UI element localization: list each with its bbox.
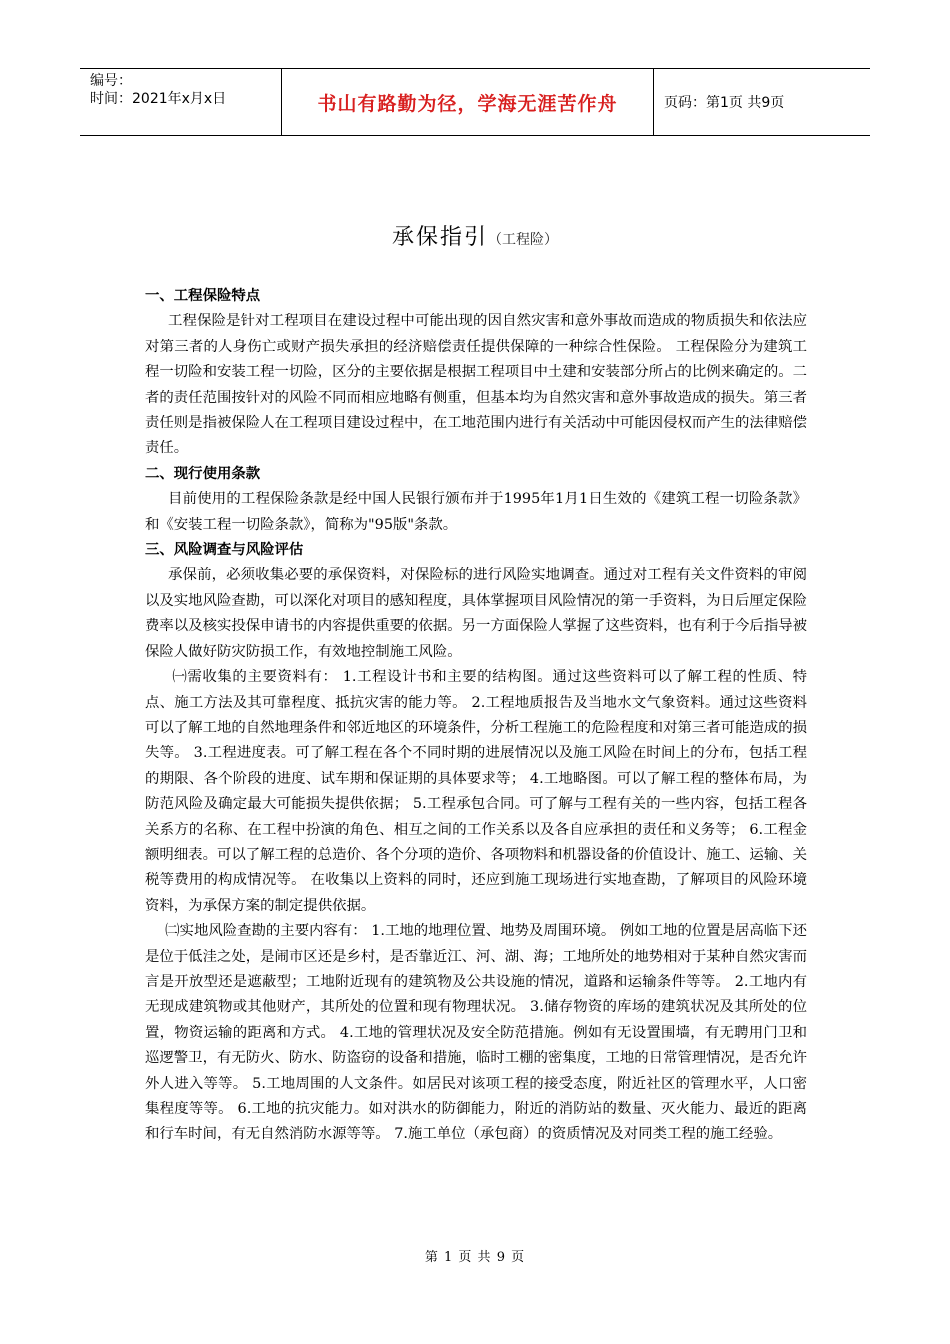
- section-2-paragraph: 目前使用的工程保险条款是经中国人民银行颁布并于1995年1月1日生效的《建筑工程一切险条款》和《安装工程一切险条款》，简称为"95版"条款。: [145, 491, 807, 533]
- section-3-paragraph-1: 承保前，必须收集必要的承保资料，对保险标的进行风险实地调查。通过对工程有关文件资料的审阅以及实地风险查勘，可以深化对项目的感知程度，具体掌握项目风险情况的第一手资料，为日后厘定保险费率以及核实投保申请书的内容提供重要的依据。另一方面保险人掌握了这些资料，也有利于今后指导被保险人做好防灾防损工作，有效地控制施工风险。: [145, 567, 807, 660]
- header-motto: 书山有路勤为径，学海无涯苦作舟: [282, 69, 654, 135]
- section-3-paragraph-2: ㈠需收集的主要资料有： 1.工程设计书和主要的结构图。通过这些资料可以了解工程的性质、特点、施工方法及其可靠程度、抵抗灾害的能力等。 2.工程地质报告及当地水文气象资料。通过这些资料可以了解工地的自然地理条件和邻近地区的环境条件，分析工程施工的危险程度和对第三者可能造成的损失等。 3.工程进度表。可了解工程在各个不同时期的进展情况以及施工风险在时间上的分布，包括工程的期限、各个阶段的进度、试车期和保证期的具体要求等； 4.工地略图。可以了解工程的整体布局，为防范风险及确定最大可能损失提供依据； 5.工程承包合同。可了解与工程有关的一些内容，包括工程各关系方的名称、在工程中扮演的角色、相互之间的工作关系以及各自应承担的责任和义务等； 6.工程金额明细表。可以了解工程的总造价、各个分项的造价、各项物料和机器设备的价值设计、施工、运输、关税等费用的构成情况等。 在收集以上资料的同时，还应到施工现场进行实地查勘，了解项目的风险环境资料，为承保方案的制定提供依据。: [145, 669, 807, 914]
- title-sub: （工程险）: [488, 232, 558, 248]
- section-heading-1: 一、工程保险特点: [145, 288, 261, 304]
- document-number-label: 编号：: [90, 73, 132, 89]
- title-main: 承保指引: [391, 225, 488, 250]
- header-table: [80, 68, 870, 136]
- document-title: [0, 220, 950, 251]
- document-date-label: 时间：2021年x月x日: [90, 91, 227, 107]
- section-heading-2: 二、现行使用条款: [145, 465, 261, 482]
- section-heading-3: 三、风险调查与风险评估: [145, 542, 304, 559]
- section-1-paragraph: 工程保险是针对工程项目在建设过程中可能出现的因自然灾害和意外事故而造成的物质损失和依法应对第三者的人身伤亡或财产损失承担的经济赔偿责任提供保障的一种综合性保险。 工程保险分为建筑工程一切险和安装工程一切险，区分的主要依据是根据工程项目中土建和安装部分所占的比例来确定的。二者的责任范围按针对的风险不同而相应地略有侧重，但基本均为自然灾害和意外事故造成的损失。第三者责任则是指被保险人在工程项目建设过程中，在工地范围内进行有关活动中可能因侵权而产生的法律赔偿责任。: [145, 313, 807, 457]
- document-body: [145, 284, 807, 1148]
- header-page-info: 页码：第1页 共9页: [664, 95, 785, 111]
- header-meta-cell: [80, 69, 282, 135]
- section-3-paragraph-3: ㈡实地风险查勘的主要内容有： 1.工地的地理位置、地势及周围环境。 例如工地的位置是居高临下还是位于低洼之处，是闹市区还是乡村，是否靠近江、河、湖、海；工地所处的地势相对于某种自然灾害而言是开放型还是遮蔽型；工地附近现有的建筑物及公共设施的情况，道路和运输条件等等。 2.工地内有无现成建筑物或其他财产，其所处的位置和现有物理状况。 3.储存物资的库场的建筑状况及其所处的位置，物资运输的距离和方式。 4.工地的管理状况及安全防范措施。例如有无设置围墙，有无聘用门卫和巡逻警卫，有无防火、防水、防盗窃的设备和措施，临时工棚的密集度，工地的日常管理情况，是否允许外人进入等等。 5.工地周围的人文条件。如居民对该项工程的接受态度，附近社区的管理水平，人口密集程度等等。 6.工地的抗灾能力。如对洪水的防御能力，附近的消防站的数量、灭火能力、最近的距离和行车时间，有无自然消防水源等等。 7.施工单位（承包商）的资质情况及对同类工程的施工经验。: [145, 923, 807, 1143]
- page-footer: 第 1 页 共 9 页: [424, 1250, 526, 1265]
